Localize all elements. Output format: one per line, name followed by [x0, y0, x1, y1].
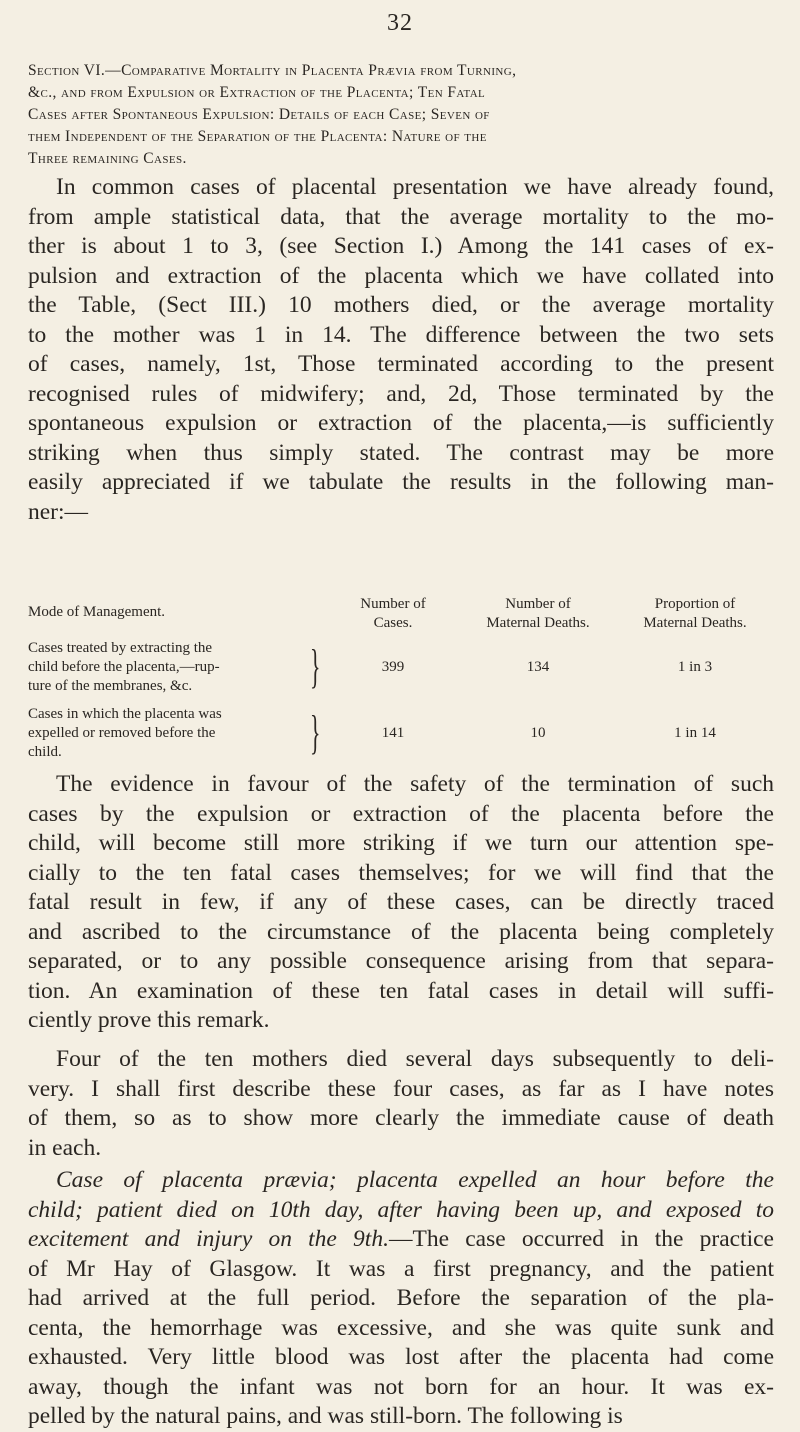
text-line: pelled by the natural pains, and was still-born. The following is	[28, 1403, 623, 1429]
text-line: cially to the ten fatal cases themselves; for we will find that the	[28, 859, 774, 886]
header-mode: Mode of Management.	[28, 604, 166, 620]
row-description	[28, 705, 313, 762]
text-line: had arrived at the full period. Before the separation of the pla-	[28, 1285, 774, 1311]
text-line: and ascribed to the circumstance of the placenta being completely	[28, 918, 774, 945]
desc-line: child.	[28, 744, 62, 760]
paragraph-case-one	[28, 1166, 774, 1432]
text-line: fatal result in few, if any of these cases, can be directly traced	[28, 889, 774, 915]
cell-deaths: 10	[530, 725, 546, 741]
paragraph-intro	[28, 173, 774, 527]
text-line: centa, the hemorrhage was excessive, and she was quite sunk and	[28, 1314, 774, 1341]
text-line: spontaneous expulsion or extraction of the placenta,—is sufficiently	[28, 410, 774, 436]
text-line: ner:—	[28, 498, 89, 525]
text-line: the Table, (Sect III.) 10 mothers died, or the average mortality	[28, 292, 774, 318]
header-line: Number of	[360, 596, 426, 612]
heading-line: them Independent of the Separation of the Placenta: Nature of the	[28, 128, 487, 145]
text-line: away, though the infant was not born for an hour. It was ex-	[28, 1373, 774, 1400]
text-line: of cases, namely, 1st, Those terminated according to the present	[28, 351, 774, 377]
mortality-table	[28, 595, 778, 771]
desc-line: Cases in which the placenta was	[28, 706, 222, 722]
section-heading	[28, 60, 778, 170]
text-line: cases by the expulsion or extraction of the placenta before the	[28, 800, 774, 827]
table-row	[28, 705, 778, 771]
text-line: in each.	[28, 1134, 102, 1161]
case-heading-text: excitement and injury on the 9th.	[28, 1226, 389, 1252]
header-deaths	[468, 595, 608, 633]
header-line: Proportion of	[654, 596, 736, 612]
header-line: Maternal Deaths.	[486, 615, 590, 631]
cell-proportion: 1 in 3	[677, 659, 713, 675]
text-line: recognised rules of midwifery; and, 2d, Those terminated by the	[28, 380, 774, 407]
heading-line: &c., and from Expulsion or Extraction of the Placenta; Ten Fatal	[28, 84, 486, 101]
page-number: 32	[387, 10, 413, 36]
text-line: separated, or to any possible consequence arising from that separa-	[28, 948, 774, 974]
header-proportion	[620, 595, 770, 633]
table-header	[28, 595, 778, 639]
text-line: Four of the ten mothers died several days subsequently to deli-	[56, 1046, 774, 1072]
text-line: ther is about 1 to 3, (see Section I.) Among the 141 cases of ex-	[28, 233, 774, 259]
text-line: of Mr Hay of Glasgow. It was a first pregnancy, and the patient	[28, 1255, 774, 1282]
text-line: child, will become still more striking if we turn our attention spe-	[28, 830, 774, 856]
text-line: pulsion and extraction of the placenta which we have collated into	[28, 262, 774, 289]
desc-line: Cases treated by extracting the	[28, 640, 213, 656]
heading-line: Three remaining Cases.	[28, 150, 187, 167]
text-line: The evidence in favour of the safety of the termination of such	[56, 771, 774, 797]
paragraph-four-cases	[28, 1045, 774, 1163]
header-line: Maternal Deaths.	[643, 615, 747, 631]
header-line: Number of	[505, 596, 571, 612]
cell-cases: 399	[381, 659, 405, 675]
case-heading-text: child; patient died on 10th day, after having been up, and exposed to	[28, 1196, 774, 1223]
text-line: tion. An examination of these ten fatal cases in detail will suffi-	[28, 977, 774, 1004]
text-line: from ample statistical data, that the average mortality to the mo-	[28, 203, 774, 230]
text-line: very. I shall first describe these four cases, as far as I have notes	[28, 1075, 774, 1102]
brace-icon: }	[310, 640, 321, 693]
text-line: In common cases of placental presentation we have already found,	[56, 174, 774, 200]
text-line: exhausted. Very little blood was lost after the placenta had come	[28, 1344, 774, 1370]
cell-cases: 141	[381, 725, 405, 741]
desc-line: child before the placenta,—rup-	[28, 659, 220, 675]
case-heading-line	[28, 1166, 774, 1196]
text-line: ciently prove this remark.	[28, 1007, 270, 1033]
table-row	[28, 639, 778, 705]
header-line: Cases.	[373, 615, 413, 631]
heading-line: Section VI.—Comparative Mortality in Placenta Prævia from Turning,	[28, 62, 517, 79]
text-line: easily appreciated if we tabulate the results in the following man-	[28, 469, 774, 495]
cell-proportion: 1 in 14	[674, 725, 716, 741]
text-line: to the mother was 1 in 14. The difference between the two sets	[28, 321, 774, 348]
case-heading-line	[28, 1225, 774, 1255]
text-line: of them, so as to show more clearly the immediate cause of death	[28, 1105, 774, 1131]
header-cases	[343, 595, 443, 633]
case-heading-line	[28, 1196, 774, 1226]
brace-icon: }	[310, 706, 321, 759]
case-heading-text: Case of placenta prævia; placenta expelled an hour before the	[56, 1167, 774, 1193]
text-line: striking when thus simply stated. The contrast may be more	[28, 439, 774, 466]
desc-line: ture of the membranes, &c.	[28, 678, 193, 694]
cell-deaths: 134	[526, 659, 550, 675]
heading-line: Cases after Spontaneous Expulsion: Details of each Case; Seven of	[28, 106, 490, 123]
row-description	[28, 639, 313, 696]
desc-line: expelled or removed before the	[28, 725, 216, 741]
paragraph-evidence	[28, 770, 774, 1036]
case-body-text: —The case occurred in the practice	[388, 1226, 774, 1252]
